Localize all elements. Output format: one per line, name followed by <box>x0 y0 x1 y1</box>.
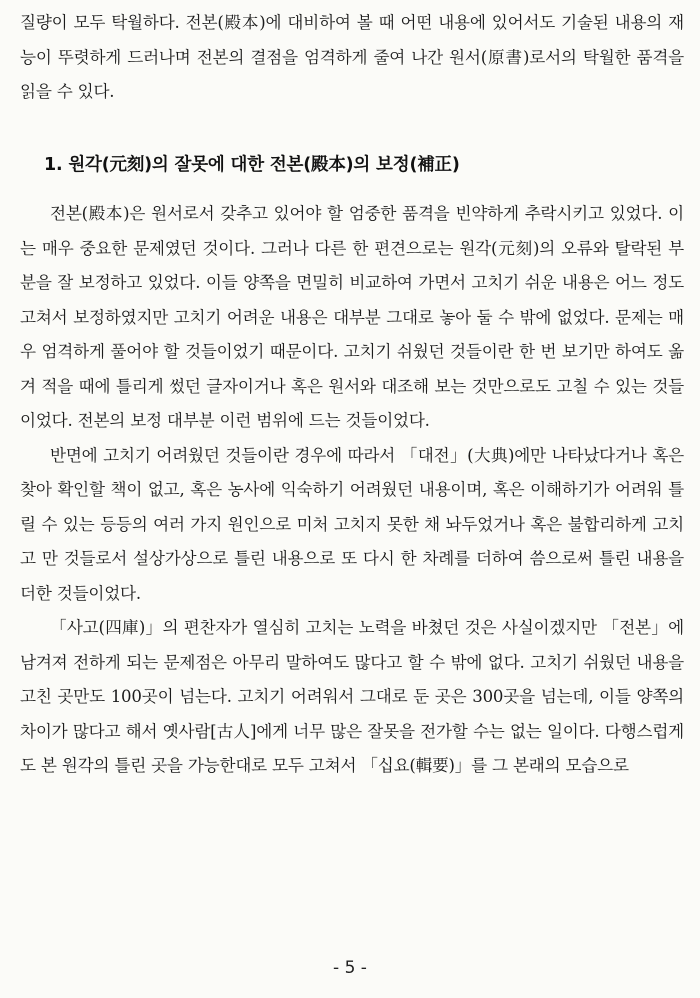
page-number: - 5 - <box>333 958 367 978</box>
paragraph-2: 반면에 고치기 어려웠던 것들이란 경우에 따라서 「대전」(大典)에만 나타났다거나 혹은 찾아 확인할 책이 없고, 혹은 농사에 익숙하기 어려웠던 내용이며, 혹은 이해하기가 어려워 틀릴 수 있는 등등의 여러 가지 원인으로 미처 고치지 못한 채 놔두었거나 혹은 불합리하게 고치고 만 것들로서 설상가상으로 틀린 내용으로 또 다시 한 차례를 더하여 씀으로써 틀린 내용을 더한 것들이었다. <box>20 445 684 603</box>
paragraph-3: 「사고(四庫)」의 편찬자가 열심히 고치는 노력을 바쳤던 것은 사실이겠지만 「전본」에 남겨져 전하게 되는 문제점은 아무리 말하여도 많다고 할 수 밖에 없다. 고치기 쉬웠던 내용을 고친 곳만도 100곳이 넘는다. 고치기 어려워서 그대로 둔 곳은 300곳을 넘는데, 이들 양쪽의 차이가 많다고 해서 옛사람[古人]에게 너무 많은 잘못을 전가할 수는 없는 일이다. 다행스럽게도 본 원각의 틀린 곳을 가능한대로 모두 고쳐서 「십요(輯要)」를 그 본래의 모습으로 <box>20 618 684 775</box>
intro-paragraph <box>20 6 684 110</box>
paragraph-1: 전본(殿本)은 원서로서 갖추고 있어야 할 엄중한 품격을 빈약하게 추락시키고 있었다. 이는 매우 중요한 문제였던 것이다. 그러나 다른 한 편견으로는 원각(元刻)의 오류와 탈락된 부분을 잘 보정하고 있었다. 이들 양쪽을 면밀히 비교하여 가면서 고치기 쉬운 내용은 어느 정도 고쳐서 보정하였지만 고치기 어려운 내용은 대부분 그대로 놓아 둘 수 밖에 없었다. 문제는 매우 엄격하게 풀어야 할 것들이었기 때문이다. 고치기 쉬웠던 것들이란 한 번 보기만 하여도 옮겨 적을 때에 틀리게 썼던 글자이거나 혹은 원서와 대조해 보는 것만으로도 고칠 수 있는 것들이었다. 전본의 보정 대부분 이런 범위에 드는 것들이었다. <box>20 204 684 430</box>
intro-text: 질량이 모두 탁월하다. 전본(殿本)에 대비하여 볼 때 어떤 내용에 있어서도 기술된 내용의 재능이 뚜렷하게 드러나며 전본의 결점을 엄격하게 줄여 나간 원서(原書)로서의 탁월한 품격을 읽을 수 있다. <box>20 13 684 101</box>
body-text <box>20 197 684 784</box>
section-heading: 1. 원각(元刻)의 잘못에 대한 전본(殿本)의 보정(補正) <box>44 155 460 175</box>
